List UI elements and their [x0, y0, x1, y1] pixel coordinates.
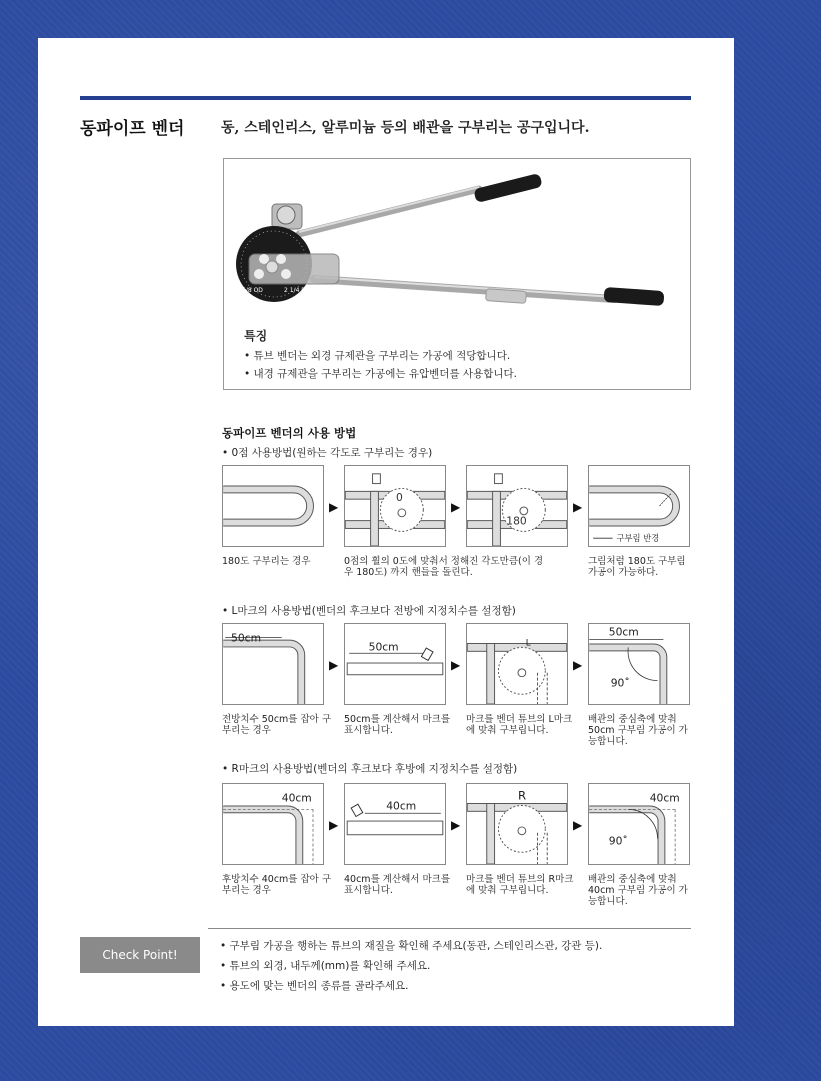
diagram-panel-rear-40cm: [222, 783, 324, 865]
checkpoint-divider: [208, 928, 691, 929]
step-arrow: ▶: [573, 818, 583, 832]
diagram-panel-result-40cm: [588, 783, 690, 865]
diagram-panel-180-mark: [466, 465, 568, 547]
caption: 전방치수 50cm를 잡아 구부리는 경우: [222, 714, 332, 736]
diagram-panel-l-mark: [466, 623, 568, 705]
howto-title: 동파이프 벤더의 사용 방법: [222, 426, 357, 440]
step-arrow: ▶: [451, 818, 461, 832]
features-title: 특징: [244, 329, 268, 343]
caption: 마크를 벤더 튜브의 R마크에 맞춰 구부립니다.: [466, 874, 574, 896]
label-90-degree: 90˚: [610, 676, 630, 690]
product-photo-box: [223, 158, 691, 390]
caption: 후방치수 40cm를 잡아 구부리는 경우: [222, 874, 332, 896]
step-arrow: ▶: [329, 658, 339, 672]
checkpoint-badge: Check Point!: [80, 937, 200, 973]
section-heading-zero-point: • 0점 사용방법(원하는 각도로 구부리는 경우): [222, 447, 433, 459]
tube-bender-illustration: [224, 159, 690, 309]
diagram-panel-zero-mark: [344, 465, 446, 547]
label-90-degree: 90˚: [608, 834, 628, 848]
step-arrow: ▶: [329, 500, 339, 514]
diagram-panel-r-mark: [466, 783, 568, 865]
caption: 배관의 중심축에 맞춰 50cm 구부림 가공이 가능합니다.: [588, 714, 688, 747]
label-r: R: [517, 788, 527, 803]
page-subtitle: 동, 스테인리스, 알루미늄 등의 배관을 구부리는 공구입니다.: [221, 120, 590, 136]
page-title: 동파이프 벤더: [80, 119, 185, 139]
step-arrow: ▶: [573, 500, 583, 514]
caption: 50cm를 계산해서 마크를 표시합니다.: [344, 714, 451, 736]
caption: 배관의 중심축에 맞춰 40cm 구부림 가공이 가능합니다.: [588, 874, 688, 907]
section-heading-r-mark: • R마크의 사용방법(벤더의 후크보다 후방에 지정치수를 설정함): [222, 763, 518, 775]
label-bend-radius: 구부림 반경: [616, 533, 660, 544]
diagram-panel-front-50cm: [222, 623, 324, 705]
label-l: L: [525, 638, 531, 649]
label-40cm: 40cm: [281, 791, 312, 805]
feature-item: • 튜브 벤더는 외경 규제관을 구부리는 가공에 적당합니다.: [244, 350, 511, 362]
label-40cm: 40cm: [386, 799, 417, 813]
die-label-od: 5/8 OD: [242, 287, 263, 294]
caption: 40cm를 계산해서 마크를 표시합니다.: [344, 874, 451, 896]
feature-item: • 내경 규제관을 구부리는 가공에는 유압벤더를 사용합니다.: [244, 368, 517, 380]
die-label-radius: 2 1/4 R: [284, 287, 306, 294]
label-zero: 0: [395, 491, 403, 505]
caption: 마크를 벤더 튜브의 L마크에 맞춰 구부립니다.: [466, 714, 573, 736]
diagram-panel-180-bend: [222, 465, 324, 547]
caption: 그림처럼 180도 구부림 가공이 가능하다.: [588, 556, 686, 578]
checkpoint-item: • 용도에 맞는 벤더의 종류를 골라주세요.: [220, 980, 409, 992]
step-arrow: ▶: [451, 500, 461, 514]
step-arrow: ▶: [451, 658, 461, 672]
label-180: 180: [506, 514, 527, 528]
caption: 0점의 휠의 0도에 맞춰서 정해진 각도만큼(이 경우 180도) 까지 핸들을 돌린다.: [344, 556, 544, 578]
label-50cm: 50cm: [368, 640, 399, 654]
diagram-panel-mark-40cm: [344, 783, 446, 865]
diagram-panel-mark-50cm: [344, 623, 446, 705]
section-heading-l-mark: • L마크의 사용방법(벤더의 후크보다 전방에 지정치수를 설정함): [222, 605, 516, 617]
caption: 180도 구부리는 경우: [222, 556, 311, 567]
label-50cm: 50cm: [608, 625, 639, 639]
document-page: [38, 38, 734, 1026]
diagram-panel-result-50cm: [588, 623, 690, 705]
label-50cm: 50cm: [231, 631, 262, 645]
label-40cm: 40cm: [649, 791, 680, 805]
diagram-panel-bend-radius: [588, 465, 690, 547]
checkpoint-item: • 구부림 가공을 행하는 튜브의 재질을 확인해 주세요(동관, 스테인리스관, 강관 등).: [220, 940, 603, 952]
header-rule: [80, 96, 691, 100]
checkpoint-item: • 튜브의 외경, 내두께(mm)를 확인해 주세요.: [220, 960, 431, 972]
step-arrow: ▶: [573, 658, 583, 672]
step-arrow: ▶: [329, 818, 339, 832]
